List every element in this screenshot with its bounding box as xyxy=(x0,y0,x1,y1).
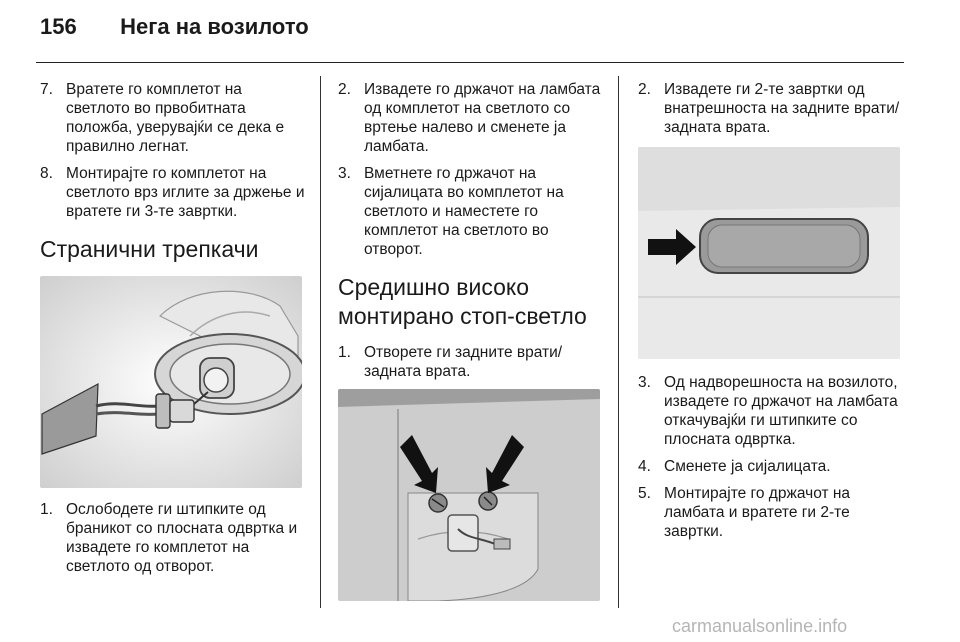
step-item: 3. Од надворешноста на возилото, извадете го држачот на ламбата откачувајќи ги штипките со плосната одвртка. xyxy=(638,374,898,448)
section-title: Нега на возилото xyxy=(120,14,309,39)
step-item: 1. Ослободете ги штипките од браникот со плосната одвртка и извадете го комплетот на светлото од отворот. xyxy=(40,501,298,575)
column-3 xyxy=(638,80,902,549)
column-divider xyxy=(320,76,321,608)
page-header xyxy=(40,14,309,40)
step-item: 1. Отворете ги задните врати/ задната врата. xyxy=(338,344,563,380)
section-heading: Средишно високо монтирано стоп-светло xyxy=(338,274,587,329)
page-number: 156 xyxy=(40,14,77,39)
step-item: 3. Вметнете го држачот на сијалицата во комплетот на светлото и наместете го комплетот на светлото во отворот. xyxy=(338,165,564,258)
door-inside-illustration xyxy=(338,389,600,601)
brake-light-outside-figure xyxy=(638,147,900,359)
watermark: carmanualsonline.info xyxy=(672,616,848,636)
step-item: 2. Извадете ги 2-те завртки од внатрешноста на задните врати/задната врата. xyxy=(638,81,900,136)
step-item: 8. Монтирајте го комплетот на светлото врз иглите за држење и вратете ги 3-те завртки. xyxy=(40,165,305,220)
column-1 xyxy=(40,80,306,584)
side-indicator-illustration xyxy=(40,276,302,488)
step-item: 7. Вратете го комплетот на светлото во првобитната положба, уверувајќи се дека е правилно легнат. xyxy=(40,81,285,155)
step-item: 4. Сменете ја сијалицата. xyxy=(638,458,831,475)
step-item: 2. Извадете го држачот на ламбата од комплетот на светлото со вртење налево и сменете ја ламбата. xyxy=(338,81,601,155)
section-heading: Странични трепкачи xyxy=(40,236,259,262)
column-divider xyxy=(618,76,619,608)
side-indicator-figure xyxy=(40,276,302,488)
step-item: 5. Монтирајте го држачот на ламбата и вратете ги 2-те завртки. xyxy=(638,485,851,540)
header-rule xyxy=(36,62,904,63)
column-2 xyxy=(338,80,604,601)
door-outside-illustration xyxy=(638,147,900,359)
brake-light-inside-figure xyxy=(338,389,600,601)
